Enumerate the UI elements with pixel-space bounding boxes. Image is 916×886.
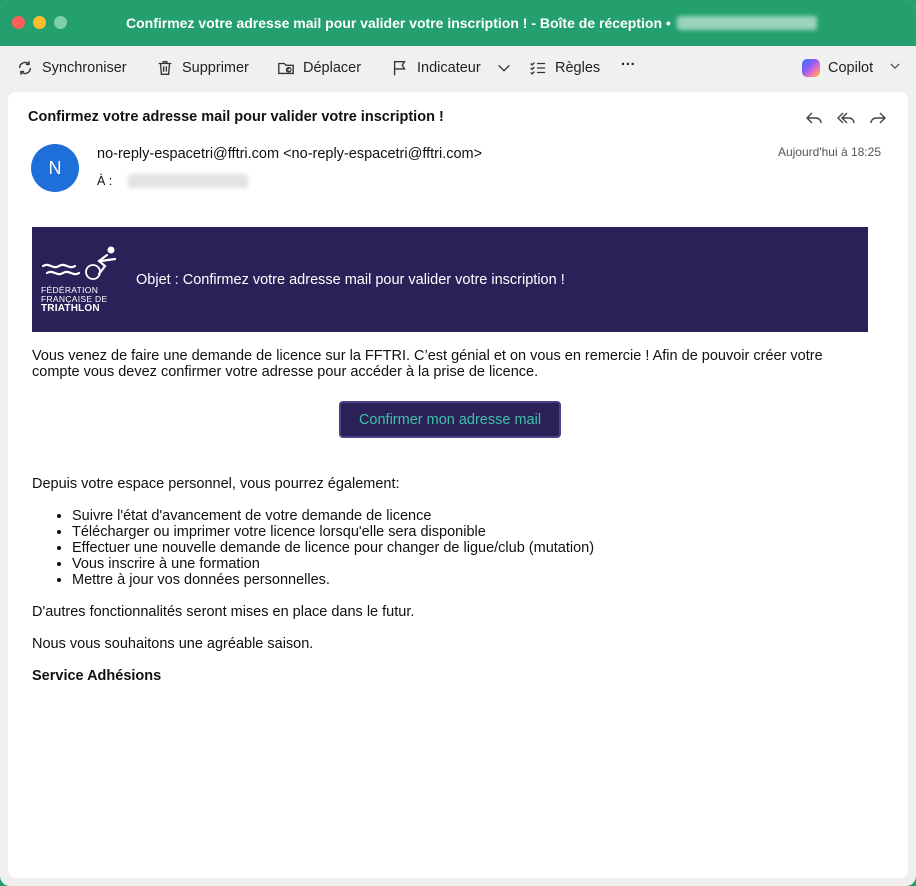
flag-button[interactable] [391, 59, 481, 77]
window-title [126, 15, 817, 31]
flag-dropdown[interactable] [495, 59, 513, 77]
more-label: ··· [621, 57, 636, 73]
wish-paragraph: Nous vous souhaitons une agréable saison. [32, 636, 314, 652]
intro-paragraph: Vous venez de faire une demande de licence sur la FFTRI. C’est génial et on vous en remercie ! Afin de pouvoir créer votre compte vous devez confirmer votre adresse pour accéder à la prise de licence. [32, 348, 823, 380]
confirm-email-button[interactable]: Confirmer mon adresse mail [339, 401, 561, 438]
forward-icon[interactable] [868, 108, 888, 128]
reply-icon[interactable] [804, 108, 824, 128]
window-title-text: Confirmez votre adresse mail pour valider votre inscription ! - Boîte de réception • [126, 15, 671, 31]
title-bar [0, 0, 916, 46]
sync-icon [16, 59, 34, 77]
reply-all-icon[interactable] [836, 108, 856, 128]
zoom-window-button[interactable] [54, 16, 67, 29]
list-item: • Télécharger ou imprimer votre licence lorsqu'elle sera disponible [72, 524, 594, 540]
minimize-window-button[interactable] [33, 16, 46, 29]
list-item: • Effectuer une nouvelle demande de licence pour changer de ligue/club (mutation) [72, 540, 594, 556]
more-button[interactable] [621, 57, 636, 73]
delete-button[interactable] [156, 59, 249, 77]
close-window-button[interactable] [12, 16, 25, 29]
flag-icon [391, 59, 409, 77]
recipient-label: À : [97, 174, 113, 188]
move-button[interactable] [277, 59, 361, 77]
redacted-recipient [128, 174, 248, 188]
email-banner [32, 227, 868, 332]
move-label: Déplacer [303, 60, 362, 76]
delete-label: Supprimer [182, 60, 249, 76]
sync-label: Synchroniser [42, 60, 127, 76]
sync-button[interactable] [16, 59, 127, 77]
future-paragraph: D'autres fonctionnalités seront mises en place dans le futur. [32, 604, 415, 620]
message-subject: Confirmez votre adresse mail pour valider votre inscription ! [28, 109, 444, 125]
logo-wordmark [41, 286, 123, 313]
triathlete-logo-icon [41, 244, 123, 284]
features-list [72, 508, 594, 588]
copilot-button[interactable] [802, 59, 873, 77]
list-item: • Mettre à jour vos données personnelles. [72, 572, 594, 588]
trash-icon [156, 59, 174, 77]
logo-line-2: FRANÇAISE DE [41, 294, 108, 304]
logo-line-3: TRIATHLON [41, 303, 100, 314]
window-controls [12, 16, 67, 29]
flag-label: Indicateur [417, 60, 481, 76]
reading-pane [8, 92, 908, 878]
message-date: Aujourd'hui à 18:25 [777, 145, 881, 159]
rules-label: Règles [555, 60, 601, 76]
folder-move-icon [277, 59, 295, 77]
rules-list-icon [529, 59, 547, 77]
fftri-logo [41, 244, 123, 316]
copilot-icon [802, 59, 820, 77]
rules-button[interactable] [529, 59, 600, 77]
logo-line-1: FÉDÉRATION [41, 285, 99, 295]
message-actions [804, 108, 888, 128]
sender-address[interactable]: no-reply-espacetri@fftri.com <no-reply-espacetri@fftri.com> [97, 146, 483, 162]
toolbar [0, 46, 916, 92]
copilot-label: Copilot [828, 60, 874, 76]
signature: Service Adhésions [32, 668, 162, 684]
sender-avatar: N [31, 144, 79, 192]
chevron-down-icon [888, 59, 902, 73]
redacted-email-address [677, 16, 817, 30]
list-item: • Vous inscrire à une formation [72, 556, 594, 572]
copilot-dropdown[interactable] [888, 59, 902, 73]
list-item: • Suivre l'état d'avancement de votre demande de licence [72, 508, 594, 524]
chevron-down-icon [495, 59, 513, 77]
features-intro: Depuis votre espace personnel, vous pourrez également: [32, 476, 400, 492]
banner-subject: Objet : Confirmez votre adresse mail pour valider votre inscription ! [136, 272, 565, 288]
